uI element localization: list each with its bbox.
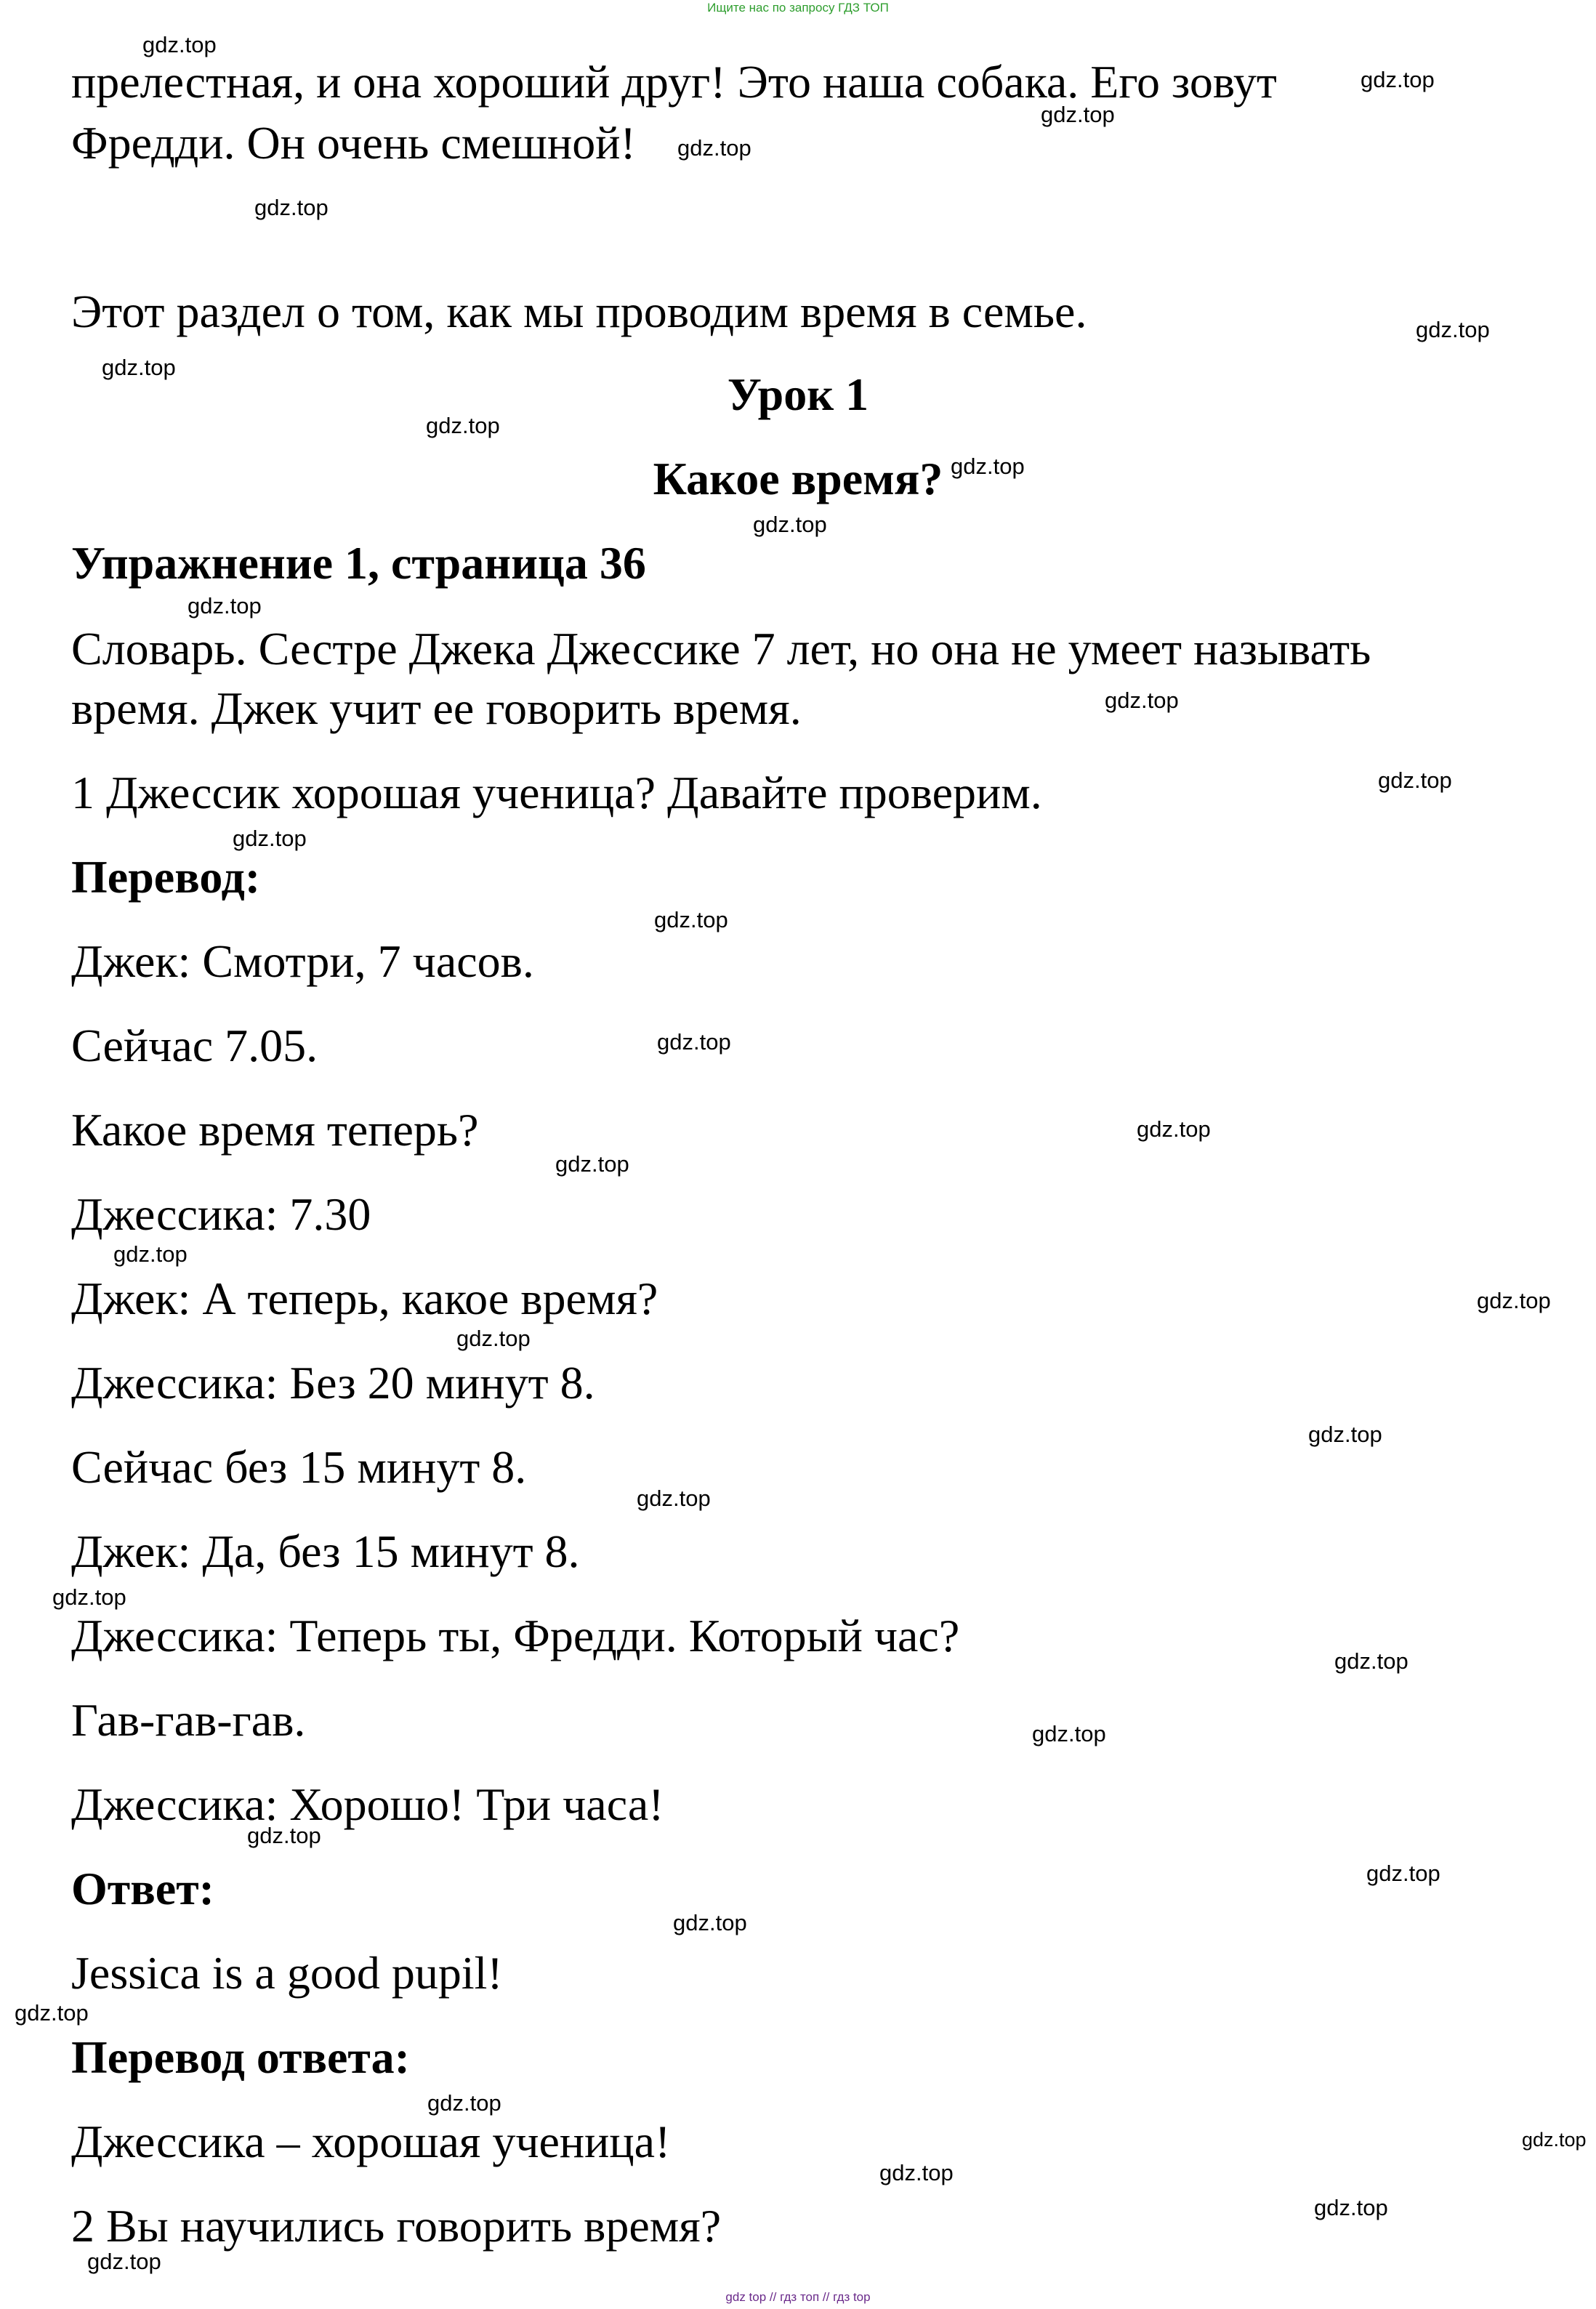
lesson-subtitle: Какое время?	[653, 453, 943, 504]
watermark: gdz.top	[879, 2160, 954, 2185]
section-note: Этот раздел о том, как мы проводим время в семье.	[71, 286, 1087, 337]
watermark: gdz.top	[1137, 1116, 1211, 1142]
watermark: gdz.top	[142, 32, 217, 57]
dialog-line: Джек: А теперь, какое время?	[71, 1273, 658, 1324]
watermark: gdz.top	[1105, 688, 1179, 713]
watermark: gdz.top	[654, 907, 728, 932]
watermark: gdz.top	[1366, 1861, 1440, 1886]
watermark: gdz.top	[1477, 1288, 1551, 1313]
dialog-line: Сейчас 7.05.	[71, 1020, 318, 1071]
watermark: gdz.top	[677, 135, 751, 161]
translation-heading: Перевод:	[71, 851, 261, 903]
watermark: gdz.top	[1361, 67, 1435, 92]
dialog-line: Какое время теперь?	[71, 1104, 479, 1156]
watermark: gdz.top	[188, 593, 262, 618]
intro-line-2: Фредди. Он очень смешной!	[71, 117, 636, 169]
watermark: gdz.top	[87, 2249, 161, 2274]
header-banner: Ищите нас по запросу ГДЗ ТОП	[707, 1, 889, 15]
watermark: gdz.top	[247, 1823, 321, 1848]
watermark: gdz.top	[555, 1151, 629, 1177]
watermark: gdz.top	[102, 355, 176, 380]
footer-banner: gdz top // гдз топ // гдз top	[725, 2290, 871, 2304]
watermark: gdz.top	[951, 454, 1025, 479]
watermark: gdz.top	[753, 512, 827, 537]
watermark: gdz.top	[1522, 2129, 1587, 2151]
watermark: gdz.top	[1378, 767, 1452, 793]
watermark: gdz.top	[15, 2000, 89, 2026]
watermark: gdz.top	[427, 2090, 501, 2116]
dialog-line: Джессика: Без 20 минут 8.	[71, 1357, 595, 1409]
exercise-heading: Упражнение 1, страница 36	[71, 537, 646, 589]
watermark: gdz.top	[1308, 1422, 1382, 1447]
intro-line-1: прелестная, и она хороший друг! Это наша собака. Его зовут	[71, 56, 1277, 108]
watermark: gdz.top	[657, 1029, 731, 1055]
dialog-line: Джек: Да, без 15 минут 8.	[71, 1526, 580, 1577]
question-1: 1 Джессик хорошая ученица? Давайте проверим.	[71, 767, 1042, 818]
watermark: gdz.top	[254, 195, 329, 220]
dialog-line: Джек: Смотри, 7 часов.	[71, 935, 534, 987]
watermark: gdz.top	[1334, 1648, 1408, 1674]
watermark: gdz.top	[1416, 317, 1490, 342]
watermark: gdz.top	[233, 826, 307, 851]
watermark: gdz.top	[456, 1326, 531, 1351]
watermark: gdz.top	[113, 1241, 188, 1267]
lesson-title: Урок 1	[727, 368, 869, 420]
watermark: gdz.top	[426, 413, 500, 438]
watermark: gdz.top	[1041, 102, 1115, 127]
question-2: 2 Вы научились говорить время?	[71, 2200, 722, 2252]
answer-translation: Джессика – хорошая ученица!	[71, 2116, 671, 2167]
vocab-line-2: время. Джек учит ее говорить время.	[71, 682, 802, 734]
answer-translation-heading: Перевод ответа:	[71, 2031, 410, 2083]
dialog-line: Джессика: 7.30	[71, 1188, 371, 1240]
watermark: gdz.top	[1314, 2195, 1388, 2220]
dialog-line: Джессика: Теперь ты, Фредди. Который час?	[71, 1610, 960, 1661]
answer-text: Jessica is a good pupil!	[71, 1947, 503, 1999]
answer-heading: Ответ:	[71, 1863, 214, 1914]
dialog-line: Гав-гав-гав.	[71, 1694, 306, 1746]
watermark: gdz.top	[637, 1486, 711, 1511]
watermark: gdz.top	[1032, 1721, 1106, 1746]
watermark: gdz.top	[673, 1910, 747, 1935]
vocab-line-1: Словарь. Сестре Джека Джессике 7 лет, но она не умеет называть	[71, 623, 1371, 674]
dialog-line: Джессика: Хорошо! Три часа!	[71, 1778, 664, 1830]
dialog-line: Сейчас без 15 минут 8.	[71, 1441, 527, 1493]
watermark: gdz.top	[52, 1584, 126, 1610]
